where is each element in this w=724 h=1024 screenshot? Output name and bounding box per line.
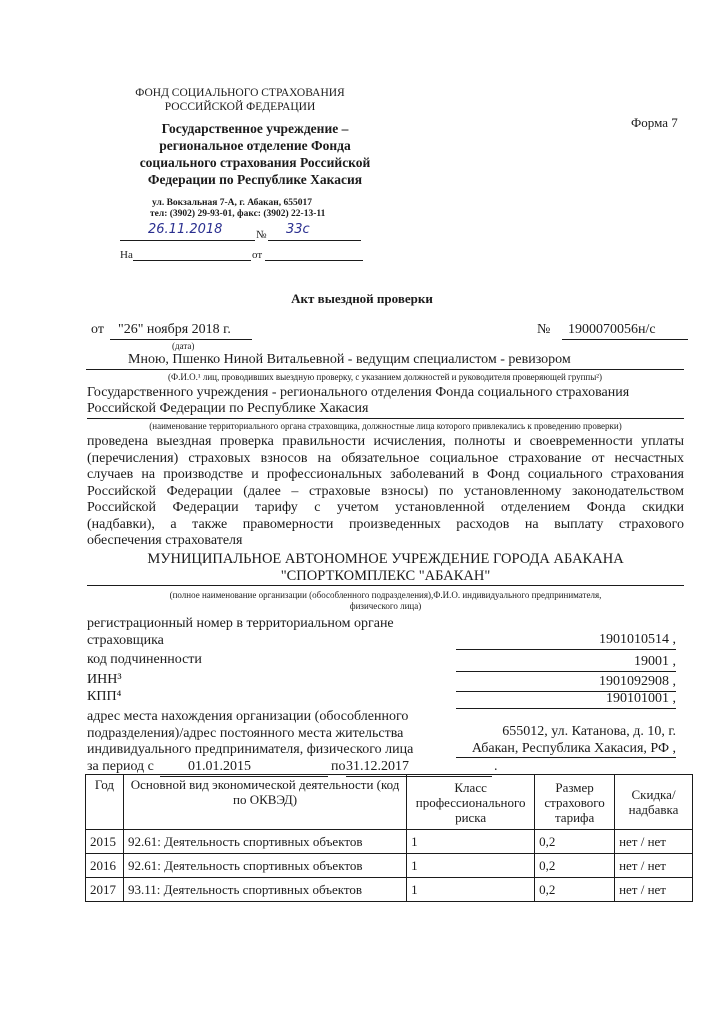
activity-table <box>85 774 693 902</box>
organization-caption-line2: физического лица) <box>349 601 422 611</box>
subordination-label: код подчиненности <box>87 652 202 667</box>
act-date: "26" ноября 2018 г. <box>110 322 252 340</box>
row-activity: 92.61: Деятельность спортивных объектов <box>123 830 406 854</box>
row-activity: 93.11: Деятельность спортивных объектов <box>123 878 406 902</box>
paragraph-line: Российской Федерации (далее – страховые взносы) по установленному законодательством <box>87 483 684 499</box>
row-year: 2015 <box>86 830 124 854</box>
reg-number-value: 1901010514 , <box>456 632 676 650</box>
institution-phones: тел: (3902) 29-93-01, факс: (3902) 22-13-11 <box>150 209 326 219</box>
address-value-line1: 655012, ул. Катанова, д. 10, г. <box>502 724 676 739</box>
row-risk-class: 1 <box>407 830 535 854</box>
row-tariff: 0,2 <box>535 854 615 878</box>
incoming-ot-line <box>265 248 363 261</box>
outgoing-date: 26.11.2018 <box>148 222 223 237</box>
organization-name-line2: "СПОРТКОМПЛЕКС "АБАКАН" <box>87 568 684 586</box>
act-from-label: от <box>91 322 104 337</box>
reg-number-label <box>87 616 394 649</box>
row-discount: нет / нет <box>615 830 693 854</box>
paragraph-line: проведена выездная проверка правильности исчисления, полноты и своевременности уплаты <box>87 434 684 449</box>
address-label-line1: адрес места нахождения организации (обособленного <box>87 709 409 724</box>
fund-name-line1: ФОНД СОЦИАЛЬНОГО СТРАХОВАНИЯ <box>135 87 345 99</box>
form-label: Форма 7 <box>631 115 678 130</box>
institution-address: ул. Вокзальная 7-А, г. Абакан, 655017 <box>152 198 312 208</box>
organ-line2: Российской Федерации по Республике Хакасия <box>87 401 684 419</box>
reg-number-label-line2: страховщика <box>87 632 164 648</box>
institution-name <box>100 120 410 188</box>
address-value <box>456 724 676 758</box>
address-label-line3: индивидуального предпринимателя, физического лица <box>87 742 414 757</box>
institution-line2: региональное отделение Фонда <box>159 138 351 153</box>
organization-name <box>87 551 684 586</box>
row-year: 2017 <box>86 878 124 902</box>
outgoing-date-line <box>120 222 255 241</box>
row-tariff: 0,2 <box>535 830 615 854</box>
paragraph-line: случаев на производстве и профессиональных заболеваний в Фонд социального страхования <box>87 467 684 482</box>
table-header-row <box>86 775 693 830</box>
outgoing-number-line <box>268 222 361 241</box>
organization-name-line1: МУНИЦИПАЛЬНОЕ АВТОНОМНОЕ УЧРЕЖДЕНИЕ ГОРОДА АБАКАНА <box>147 551 624 567</box>
fund-name <box>100 86 380 114</box>
row-discount: нет / нет <box>615 854 693 878</box>
institution-line3: социального страхования Российской <box>139 155 371 170</box>
organization-caption <box>87 590 684 612</box>
paragraph-line: (надбавки), а также правомерности произведенных расходов на выплату страхового <box>87 516 684 532</box>
paragraph-last-line: обеспечения страхователя <box>87 533 243 548</box>
kpp-value: 190101001 , <box>456 691 676 709</box>
inspection-paragraph <box>87 434 684 550</box>
institution-contacts <box>150 198 325 220</box>
incoming-na-label: На <box>120 249 133 261</box>
address-value-line2: Абакан, Республика Хакасия, РФ , <box>456 741 676 759</box>
row-discount: нет / нет <box>615 878 693 902</box>
act-no-label: № <box>537 322 551 337</box>
outgoing-number: 33с <box>286 222 310 237</box>
fund-name-line2: РОССИЙСКОЙ ФЕДЕРАЦИИ <box>164 101 316 113</box>
period-to-label: по <box>331 759 346 774</box>
header-discount: Скидка/ надбавка <box>615 775 693 830</box>
row-risk-class: 1 <box>407 854 535 878</box>
inn-label: ИНН³ <box>87 672 122 687</box>
paragraph-line: (перечисления) страховых взносов на обязательное социальное страхование от несчастных <box>87 450 684 466</box>
reg-number-label-line1: регистрационный номер в территориальном органе <box>87 616 394 631</box>
act-number: 1900070056н/с <box>562 322 688 340</box>
inspector-name: Мною, Пшенко Ниной Витальевной - ведущим специалистом - ревизором <box>86 352 684 370</box>
institution-line1: Государственное учреждение – <box>161 121 349 136</box>
organ-line1: Государственного учреждения - регионального отделения Фонда социального страхования <box>87 385 630 400</box>
table-row <box>86 878 693 902</box>
incoming-na-line <box>133 248 251 261</box>
period-from-value: 01.01.2015 <box>160 759 328 777</box>
period-end-mark: . <box>494 759 498 774</box>
kpp-label: КПП⁴ <box>87 689 122 704</box>
subordination-value: 19001 , <box>456 654 676 672</box>
incoming-ot-label: от <box>252 249 263 261</box>
period-to-value: 31.12.2017 <box>346 759 492 777</box>
table-row <box>86 854 693 878</box>
act-date-caption: (дата) <box>172 341 195 351</box>
outgoing-no-label: № <box>256 229 267 241</box>
header-tariff: Размер страхового тарифа <box>535 775 615 830</box>
organ-caption: (наименование территориального органа страховщика, должностные лица которого привлекались к проведению проверки) <box>149 421 622 431</box>
header-year: Год <box>86 775 124 830</box>
address-label <box>87 709 413 759</box>
table-row <box>86 830 693 854</box>
row-risk-class: 1 <box>407 878 535 902</box>
paragraph-line: Российской Федерации тарифу с учетом установленной отделением Фонда скидки <box>87 500 684 515</box>
act-title: Акт выездной проверки <box>291 291 433 306</box>
header-activity: Основной вид экономической деятельности (код по ОКВЭД) <box>123 775 406 830</box>
header-risk-class: Класс профессионального риска <box>407 775 535 830</box>
organization-caption-line1: (полное наименование организации (обособленного подразделения),Ф.И.О. индивидуального предпринимателя, <box>169 590 602 600</box>
row-activity: 92.61: Деятельность спортивных объектов <box>123 854 406 878</box>
row-tariff: 0,2 <box>535 878 615 902</box>
period-from-label: за период с <box>87 759 154 774</box>
inspector-caption: (Ф.И.О.¹ лиц, проводивших выездную проверку, с указанием должностей и руководителя проверяющей группы²) <box>168 372 602 382</box>
address-label-line2: подразделения)/адрес постоянного места жительства <box>87 725 404 741</box>
row-year: 2016 <box>86 854 124 878</box>
institution-line4: Федерации по Республике Хакасия <box>147 172 363 187</box>
inn-value: 1901092908 , <box>456 674 676 692</box>
